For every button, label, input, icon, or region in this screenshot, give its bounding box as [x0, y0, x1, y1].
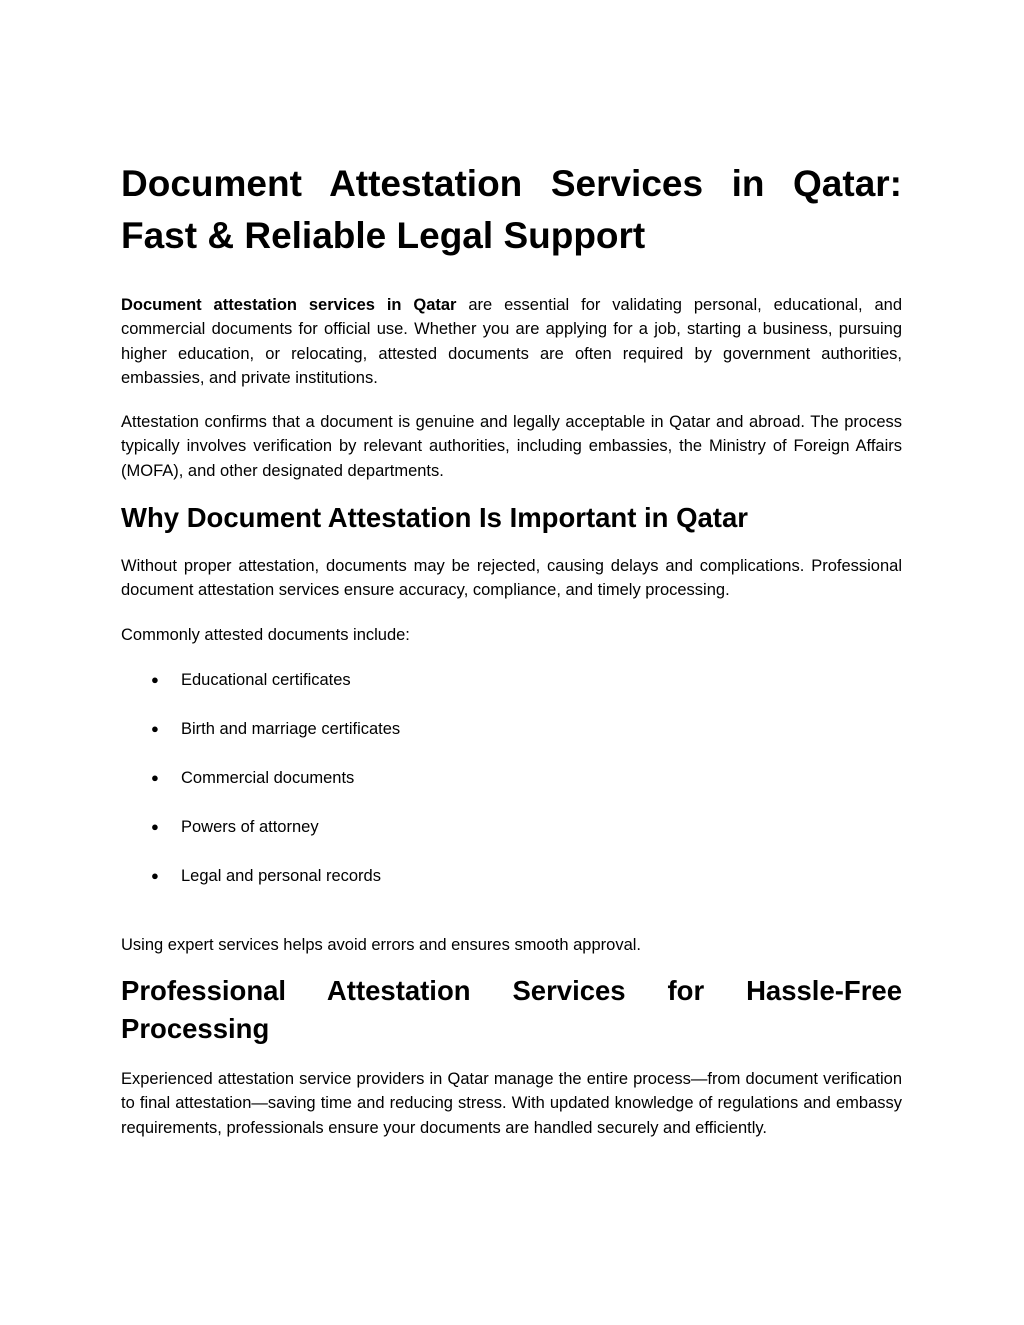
list-item	[121, 668, 902, 692]
bullet-icon: ●	[151, 671, 159, 687]
why-paragraph: Without proper attestation, documents may be rejected, causing delays and complications. Professional document attestation services ensure accuracy, compliance, and timely processing.	[121, 557, 902, 600]
bullet-icon: ●	[151, 720, 159, 736]
bullet-icon: ●	[151, 769, 159, 785]
list-item-text: Commercial documents	[181, 768, 355, 787]
page-title: Document Attestation Services in Qatar: Fast & Reliable Legal Support	[121, 163, 902, 256]
intro-paragraph	[121, 293, 902, 390]
professional-paragraph: Experienced attestation service providers in Qatar manage the entire process—from document verification to final attestation—saving time and reducing stress. With updated knowledge of regulations and embassy requirements, professionals ensure your documents are handled securely and efficiently.	[121, 1070, 902, 1137]
section-heading-professional: Professional Attestation Services for Hassle-Free Processing	[121, 975, 902, 1045]
list-item	[121, 815, 902, 839]
list-item-text: Legal and personal records	[181, 866, 381, 885]
list-item-text: Birth and marriage certificates	[181, 719, 401, 738]
bullet-icon: ●	[151, 818, 159, 834]
attested-documents-list	[121, 668, 902, 888]
closing-paragraph: Using expert services helps avoid errors and ensures smooth approval.	[121, 935, 642, 954]
document-page	[121, 158, 902, 1140]
list-lead-text: Commonly attested documents include:	[121, 625, 410, 644]
bullet-icon: ●	[151, 867, 159, 883]
attestation-definition-paragraph: Attestation confirms that a document is genuine and legally acceptable in Qatar and abroad. The process typically involves verification by relevant authorities, including embassies, the Ministry of Foreign Affairs (MOFA), and other designated departments.	[121, 413, 902, 480]
list-item-text: Powers of attorney	[181, 817, 319, 836]
intro-bold-lead: Document attestation services in Qatar	[121, 296, 457, 314]
list-item-text: Educational certificates	[181, 670, 351, 689]
list-item	[121, 766, 902, 790]
list-item	[121, 717, 902, 741]
list-item	[121, 864, 902, 888]
section-heading-why: Why Document Attestation Is Important in Qatar	[121, 502, 748, 534]
intro-text: are essential for validating personal, educational, and commercial documents for official use. Whether you are applying for a job, starting a business, pursuing higher education, or relocating, attested documents are often required by government authorities, embassies, and private institutions.	[121, 296, 903, 387]
